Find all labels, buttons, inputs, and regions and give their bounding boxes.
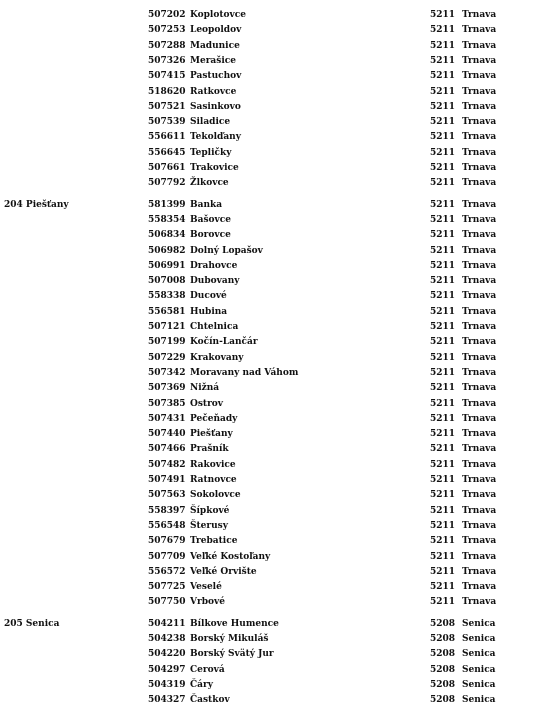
region-code: 5211 [430,246,456,256]
region-code: 5208 [430,649,456,659]
municipality-code: 507229 [148,353,186,363]
region-name: Trnava [462,102,497,112]
region-name: Trnava [462,246,497,256]
region-name: Trnava [462,322,497,332]
table-row [0,259,541,274]
region-name: Trnava [462,178,497,188]
municipality-name: Trakovice [190,163,239,173]
region-code: 5211 [430,230,456,240]
municipality-code: 556611 [148,132,186,142]
table-row [0,161,541,176]
region-code: 5211 [430,178,456,188]
municipality-name: Pastuchov [190,71,242,81]
table-row [0,39,541,54]
region-code: 5211 [430,353,456,363]
region-name: Trnava [462,276,497,286]
region-name: Senica [462,649,496,659]
table-row [0,412,541,427]
municipality-code: 558354 [148,215,186,225]
region-name: Trnava [462,490,497,500]
region-code: 5208 [430,619,456,629]
table-row [0,100,541,115]
region-code: 5211 [430,383,456,393]
table-row [0,85,541,100]
table-row [0,320,541,335]
region-code: 5211 [430,117,456,127]
municipality-name: Siladice [190,117,231,127]
municipality-name: Prašník [190,444,229,454]
table-row [0,381,541,396]
region-name: Trnava [462,71,497,81]
region-code: 5211 [430,521,456,531]
table-row [0,397,541,412]
region-code: 5211 [430,399,456,409]
region-code: 5211 [430,163,456,173]
region-code: 5211 [430,552,456,562]
municipality-code: 558397 [148,506,186,516]
table-row [0,580,541,595]
municipality-name: Pečeňady [190,414,238,424]
table-row [0,274,541,289]
region-name: Trnava [462,536,497,546]
region-name: Trnava [462,414,497,424]
table-row [0,366,541,381]
region-name: Trnava [462,552,497,562]
table-row [0,146,541,161]
region-name: Trnava [462,163,497,173]
district-label: 204 Piešťany [4,200,69,210]
region-code: 5211 [430,414,456,424]
municipality-code: 507709 [148,552,186,562]
region-name: Trnava [462,429,497,439]
region-name: Trnava [462,307,497,317]
municipality-code: 507326 [148,56,186,66]
region-code: 5211 [430,368,456,378]
district-label: 205 Senica [4,619,60,629]
municipality-code: 504327 [148,695,186,705]
region-name: Senica [462,680,496,690]
municipality-name: Borský Svätý Jur [190,649,274,659]
region-name: Trnava [462,148,497,158]
municipality-name: Veľké Orvište [190,567,257,577]
region-name: Trnava [462,383,497,393]
municipality-name: Leopoldov [190,25,242,35]
table-row [0,693,541,708]
table-row [0,198,541,213]
region-code: 5211 [430,536,456,546]
municipality-name: Veselé [190,582,222,592]
region-name: Trnava [462,368,497,378]
municipality-name: Merašice [190,56,236,66]
municipality-name: Bílkove Humence [190,619,279,629]
region-code: 5211 [430,41,456,51]
municipality-code: 507482 [148,460,186,470]
municipality-name: Koplotovce [190,10,246,20]
region-code: 5211 [430,337,456,347]
region-name: Trnava [462,87,497,97]
region-code: 5211 [430,291,456,301]
municipality-code: 507342 [148,368,186,378]
table-row [0,504,541,519]
municipality-code: 504211 [148,619,186,629]
region-code: 5211 [430,200,456,210]
region-name: Trnava [462,506,497,516]
region-code: 5211 [430,307,456,317]
municipality-name: Dubovany [190,276,240,286]
municipality-name: Ratkovce [190,87,237,97]
municipality-name: Žlkovce [190,178,229,188]
region-name: Trnava [462,10,497,20]
region-code: 5211 [430,25,456,35]
municipality-name: Ratnovce [190,475,237,485]
region-name: Trnava [462,337,497,347]
region-name: Trnava [462,291,497,301]
region-name: Trnava [462,567,497,577]
region-name: Trnava [462,521,497,531]
municipality-code: 507491 [148,475,186,485]
region-code: 5211 [430,444,456,454]
municipality-name: Sasinkovo [190,102,241,112]
municipality-code: 507199 [148,337,186,347]
region-code: 5211 [430,148,456,158]
table-row [0,488,541,503]
municipality-name: Madunice [190,41,240,51]
region-name: Senica [462,665,496,675]
region-code: 5211 [430,429,456,439]
table-row [0,69,541,84]
table-row [0,473,541,488]
municipality-name: Vrbové [190,597,225,607]
region-name: Trnava [462,261,497,271]
municipality-code: 507792 [148,178,186,188]
municipality-code: 504220 [148,649,186,659]
municipality-code: 507202 [148,10,186,20]
region-name: Senica [462,695,496,705]
table-row [0,335,541,350]
municipality-name: Moravany nad Váhom [190,368,299,378]
region-code: 5211 [430,102,456,112]
municipality-name: Šípkové [190,506,230,516]
municipality-code: 507539 [148,117,186,127]
table-row [0,663,541,678]
municipality-code: 581399 [148,200,186,210]
municipality-name: Častkov [190,695,230,705]
municipality-code: 507563 [148,490,186,500]
region-code: 5211 [430,582,456,592]
table-row [0,289,541,304]
table-row [0,617,541,632]
region-code: 5211 [430,276,456,286]
municipality-name: Tepličky [190,148,232,158]
municipality-code: 556572 [148,567,186,577]
municipality-code: 507415 [148,71,186,81]
municipality-name: Drahovce [190,261,238,271]
region-code: 5211 [430,71,456,81]
region-name: Trnava [462,230,497,240]
municipality-name: Ostrov [190,399,224,409]
region-name: Senica [462,634,496,644]
table-row [0,519,541,534]
municipality-code: 507725 [148,582,186,592]
region-name: Trnava [462,41,497,51]
municipality-name: Šterusy [190,521,228,531]
table-row [0,228,541,243]
municipality-name: Trebatice [190,536,238,546]
table-row [0,305,541,320]
region-name: Trnava [462,399,497,409]
municipality-name: Banka [190,200,223,210]
table-row [0,565,541,580]
region-code: 5211 [430,322,456,332]
municipality-code: 507431 [148,414,186,424]
region-code: 5211 [430,460,456,470]
region-name: Trnava [462,475,497,485]
municipality-code: 556581 [148,307,186,317]
municipality-name: Piešťany [190,429,233,439]
municipality-name: Rakovice [190,460,236,470]
municipality-name: Chtelnica [190,322,239,332]
region-code: 5211 [430,10,456,20]
region-name: Trnava [462,56,497,66]
table-row [0,54,541,69]
municipality-code: 506834 [148,230,186,240]
municipality-code: 507253 [148,25,186,35]
region-name: Senica [462,619,496,629]
region-name: Trnava [462,25,497,35]
municipality-code: 507288 [148,41,186,51]
region-code: 5211 [430,261,456,271]
municipality-name: Dolný Lopašov [190,246,263,256]
table-row [0,176,541,191]
table-row [0,678,541,693]
table-row [0,427,541,442]
table-row [0,647,541,662]
municipality-code: 506982 [148,246,186,256]
region-code: 5211 [430,87,456,97]
municipality-name: Bašovce [190,215,231,225]
municipality-code: 507466 [148,444,186,454]
region-name: Trnava [462,444,497,454]
municipality-name: Borovce [190,230,231,240]
region-code: 5208 [430,634,456,644]
municipality-code: 507385 [148,399,186,409]
table-row [0,595,541,610]
municipality-code: 504319 [148,680,186,690]
region-code: 5211 [430,132,456,142]
region-name: Trnava [462,353,497,363]
municipality-name: Sokolovce [190,490,241,500]
region-code: 5208 [430,695,456,705]
region-code: 5211 [430,215,456,225]
region-code: 5211 [430,490,456,500]
municipality-name: Hubina [190,307,228,317]
table-row [0,244,541,259]
municipality-code: 507750 [148,597,186,607]
table-row [0,458,541,473]
municipality-code: 556548 [148,521,186,531]
region-code: 5211 [430,475,456,485]
region-code: 5211 [430,506,456,516]
region-name: Trnava [462,200,497,210]
municipality-name: Tekolďany [190,132,241,142]
municipality-code: 507121 [148,322,186,332]
table-row [0,534,541,549]
table-row [0,213,541,228]
municipality-name: Veľké Kostoľany [190,552,271,562]
municipality-code: 507661 [148,163,186,173]
municipality-name: Krakovany [190,353,244,363]
municipality-code: 506991 [148,261,186,271]
region-code: 5211 [430,597,456,607]
region-code: 5211 [430,56,456,66]
table-row [0,8,541,23]
table-row [0,130,541,145]
municipality-code: 507369 [148,383,186,393]
region-name: Trnava [462,582,497,592]
municipality-code: 507521 [148,102,186,112]
region-name: Trnava [462,117,497,127]
region-name: Trnava [462,597,497,607]
region-name: Trnava [462,132,497,142]
region-name: Trnava [462,460,497,470]
table-row [0,23,541,38]
municipality-code: 507440 [148,429,186,439]
table-row [0,351,541,366]
region-code: 5208 [430,680,456,690]
table-row [0,632,541,647]
region-code: 5211 [430,567,456,577]
table-row [0,442,541,457]
region-name: Trnava [462,215,497,225]
municipality-name: Ducové [190,291,227,301]
municipality-code: 504238 [148,634,186,644]
region-code: 5208 [430,665,456,675]
municipality-code: 507008 [148,276,186,286]
municipality-code: 556645 [148,148,186,158]
table-row [0,550,541,565]
municipality-code: 504297 [148,665,186,675]
table-row [0,115,541,130]
municipality-code: 558338 [148,291,186,301]
municipality-code: 518620 [148,87,186,97]
municipality-name: Cerová [190,665,225,675]
municipality-code: 507679 [148,536,186,546]
municipality-name: Kočín-Lančár [190,337,258,347]
municipality-name: Borský Mikuláš [190,634,269,644]
municipality-name: Nižná [190,383,220,393]
municipality-name: Čáry [190,680,213,690]
